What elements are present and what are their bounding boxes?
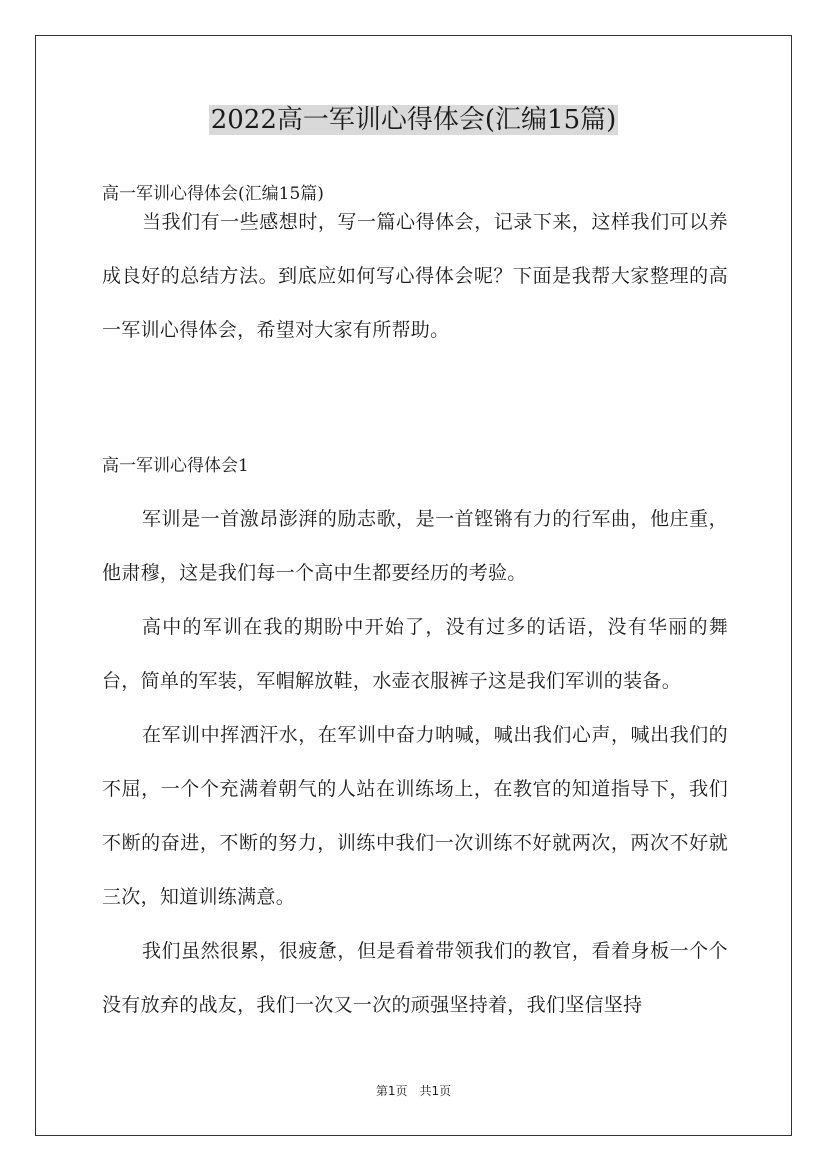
intro-paragraph: 当我们有一些感想时，写一篇心得体会，记录下来，这样我们可以养成良好的总结方法。到底应如何写心得体会呢？下面是我帮大家整理的高一军训心得体会，希望对大家有所帮助。	[102, 211, 728, 341]
section-heading-1: 高一军训心得体会1	[102, 456, 249, 476]
body-paragraph-1: 军训是一首激昂澎湃的励志歌，是一首铿锵有力的行军曲，他庄重，他肃穆，这是我们每一个高中生都要经历的考验。	[102, 508, 728, 584]
body-paragraph-4: 我们虽然很累，很疲惫，但是看着带领我们的教官，看着身板一个个没有放弃的战友，我们一次又一次的顽强坚持着，我们坚信坚持	[102, 940, 728, 1016]
document-title-text: 2022高一军训心得体会(汇编15篇)	[210, 105, 617, 135]
page-footer: 第1页 共1页	[375, 1084, 452, 1098]
body-paragraph-2: 高中的军训在我的期盼中开始了，没有过多的话语，没有华丽的舞台，简单的军装，军帽解放鞋，水壶衣服裤子这是我们军训的装备。	[102, 616, 728, 692]
document-subtitle: 高一军训心得体会(汇编15篇)	[102, 184, 324, 204]
body-paragraph-3: 在军训中挥洒汗水，在军训中奋力呐喊，喊出我们心声，喊出我们的不屈，一个个充满着朝气的人站在训练场上，在教官的知道指导下，我们不断的奋进，不断的努力，训练中我们一次训练不好就两次，两次不好就三次，知道训练满意。	[102, 724, 728, 908]
document-title	[0, 100, 827, 140]
